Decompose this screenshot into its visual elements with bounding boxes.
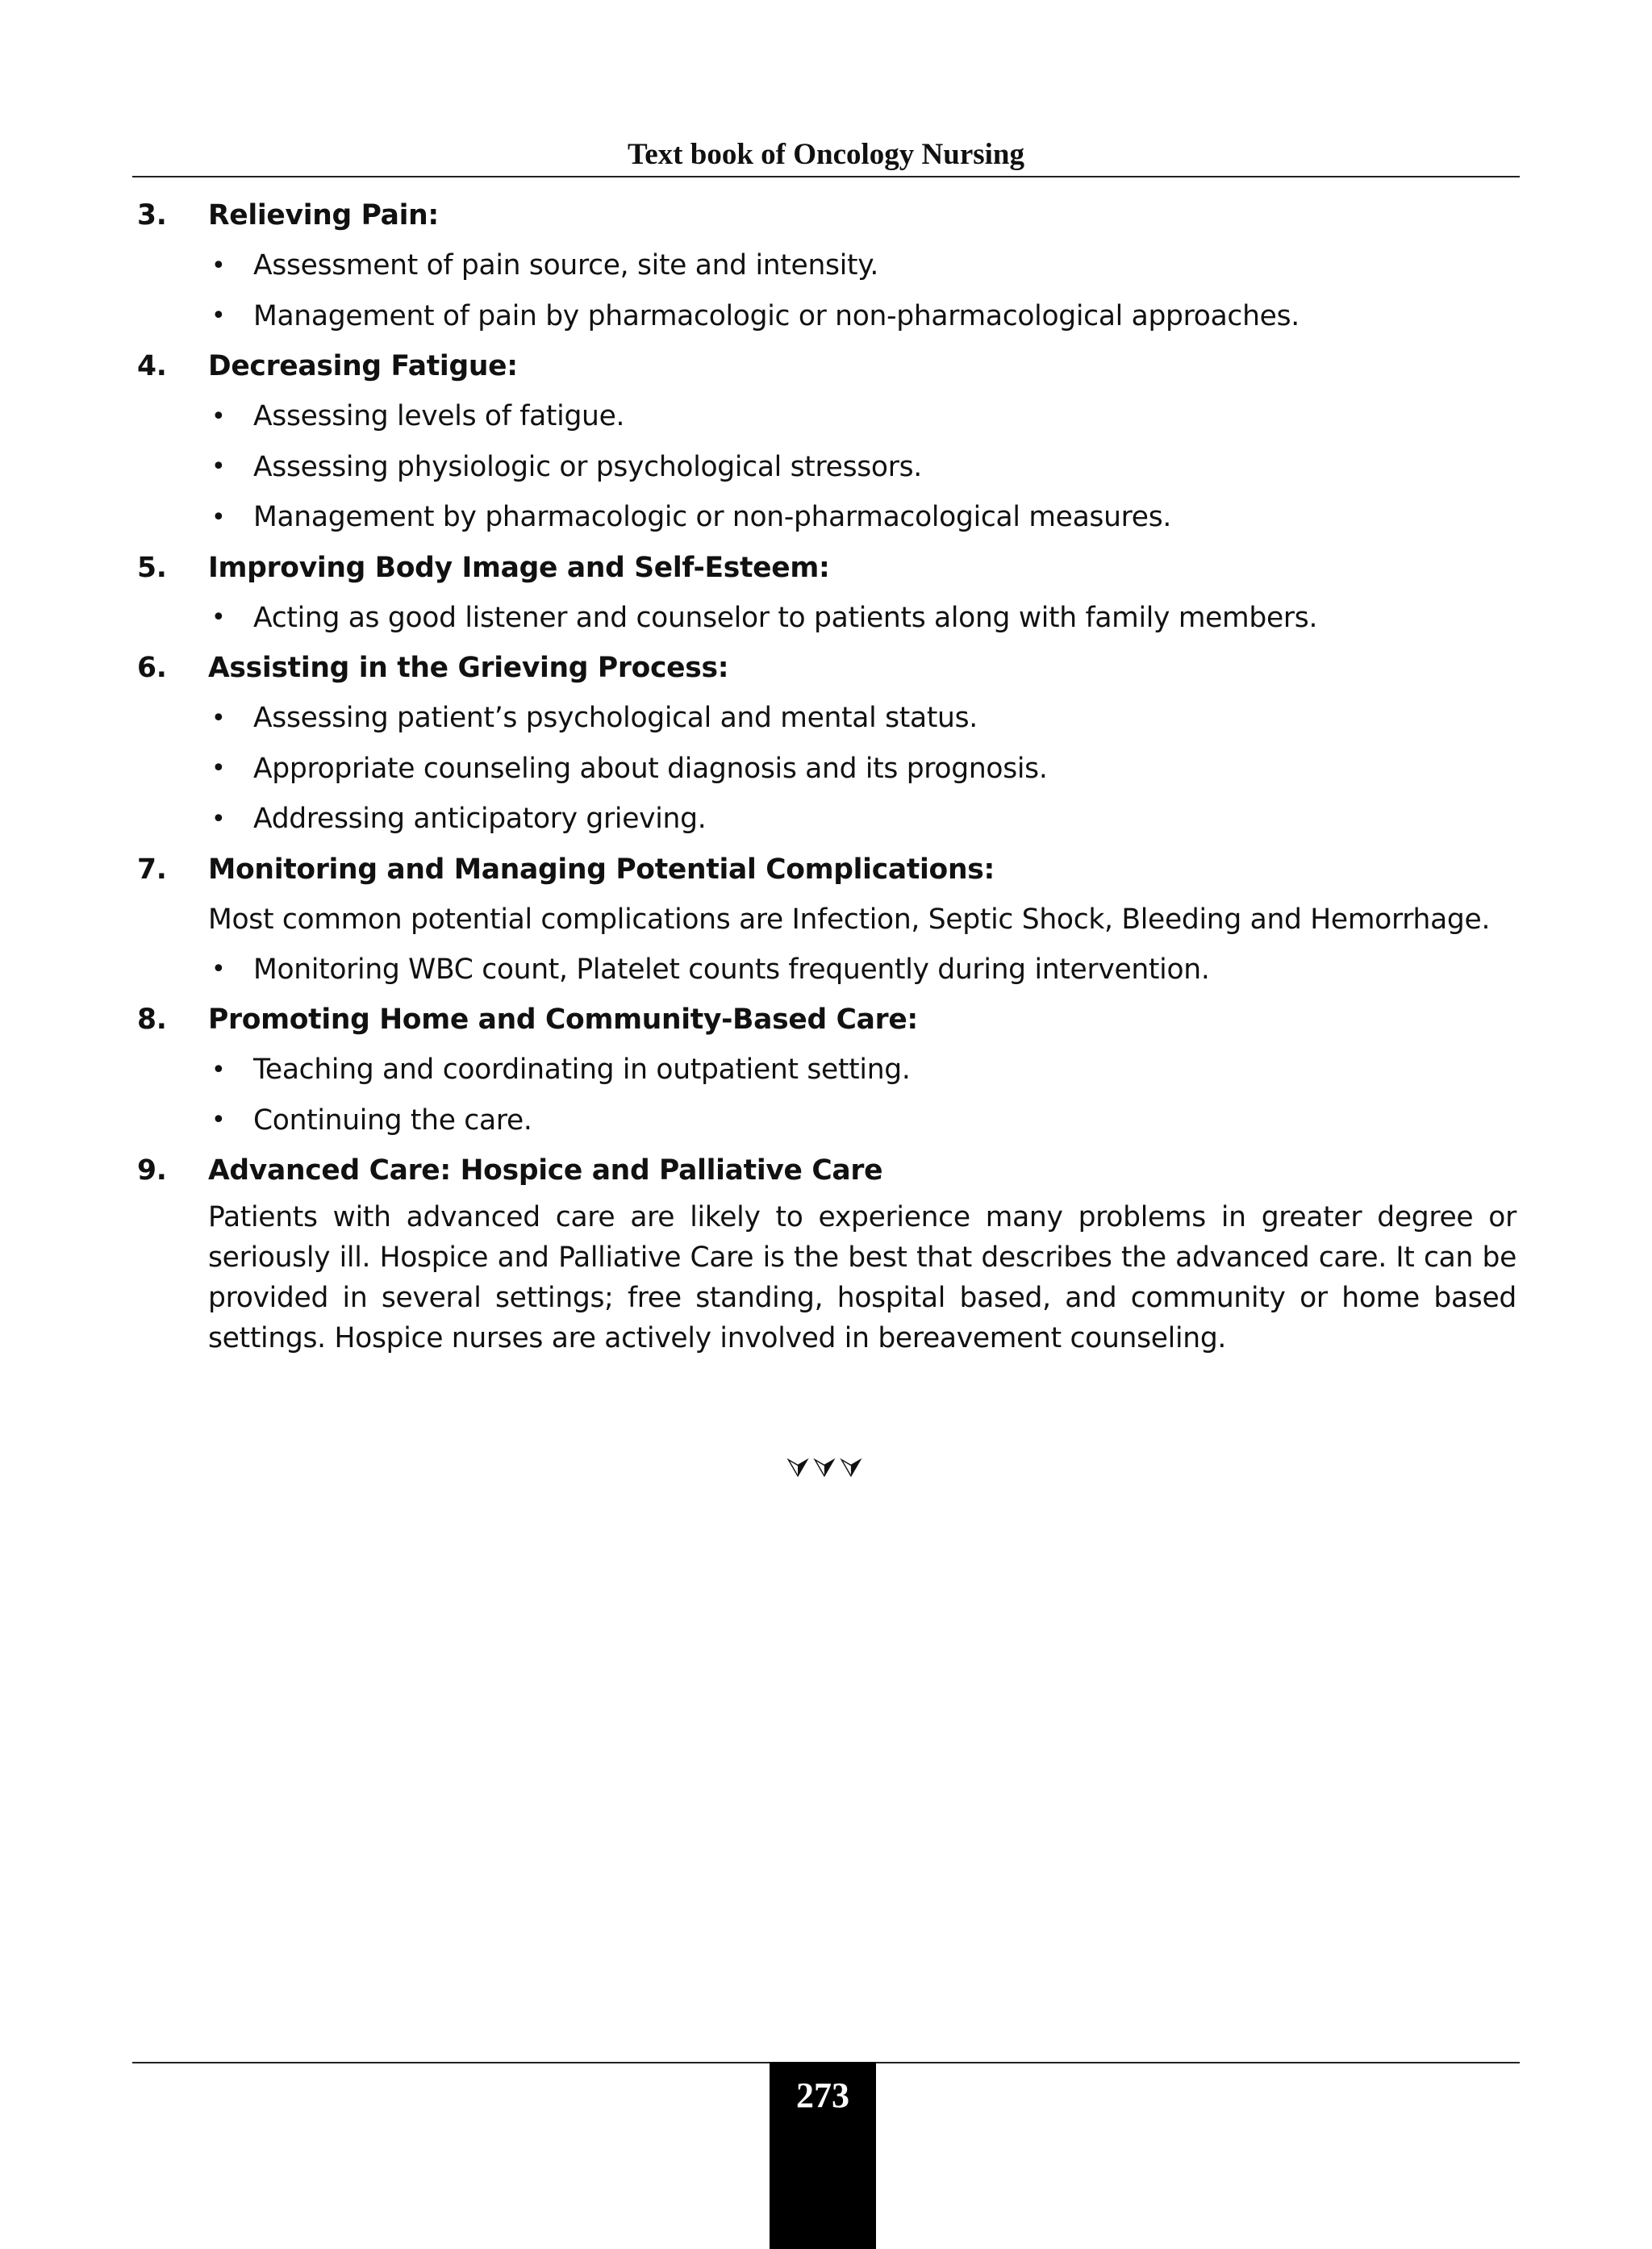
section-title: Decreasing Fatigue:	[208, 350, 518, 382]
bullet-item	[137, 240, 1516, 291]
section-title: Relieving Pain:	[208, 199, 439, 232]
bullet-item	[137, 442, 1516, 493]
section-heading	[137, 643, 1516, 693]
running-head: Text book of Oncology Nursing	[627, 138, 1025, 171]
section-paragraph: Patients with advanced care are likely to experience many problems in greater degree or seriously ill. Hospice and Palliative Care is the best that describes the advanced care. It can be provided in several settings; free standing, hospital based, and community or home based settings. Hospice nurses are actively involved in bereavement counseling.	[208, 1201, 1516, 1354]
section-home-care	[137, 995, 1516, 1145]
section-title: Monitoring and Managing Potential Complications:	[208, 853, 995, 886]
bullet-text: Assessing patient’s psychological and mental status.	[253, 702, 978, 735]
section-heading	[137, 995, 1516, 1045]
section-decreasing-fatigue	[137, 341, 1516, 543]
bullet-item	[137, 945, 1516, 995]
bullet-icon: •	[211, 302, 226, 331]
bullet-icon: •	[211, 603, 226, 632]
section-number: 3.	[137, 199, 167, 232]
bullet-text: Assessment of pain source, site and intensity.	[253, 249, 879, 282]
section-body-image	[137, 543, 1516, 644]
bullet-item	[137, 1095, 1516, 1146]
bullet-icon: •	[211, 402, 226, 431]
bullet-icon: •	[211, 955, 226, 984]
section-number: 8.	[137, 1003, 167, 1036]
bullet-icon: •	[211, 703, 226, 732]
bullet-icon: •	[211, 503, 226, 532]
bullet-text: Continuing the care.	[253, 1104, 532, 1137]
bullet-item	[137, 744, 1516, 795]
section-intro: Most common potential complications are Infection, Septic Shock, Bleeding and Hemorrhage.	[208, 903, 1491, 936]
bullet-icon: •	[211, 754, 226, 783]
section-heading	[137, 845, 1516, 895]
bullet-icon: •	[211, 1055, 226, 1084]
section-number: 7.	[137, 853, 167, 886]
page-content	[137, 190, 1516, 1358]
bullet-item	[137, 391, 1516, 442]
section-heading	[137, 190, 1516, 240]
section-number: 6.	[137, 652, 167, 684]
bullet-item	[137, 693, 1516, 744]
section-title: Assisting in the Grieving Process:	[208, 652, 729, 684]
bullet-icon: •	[211, 251, 226, 280]
bullet-text: Assessing physiologic or psychological stressors.	[253, 450, 922, 483]
section-title: Promoting Home and Community-Based Care:	[208, 1003, 918, 1036]
header-rule	[132, 176, 1520, 177]
section-number: 9.	[137, 1154, 167, 1187]
end-of-chapter-mark: ⮛⮛⮛	[786, 1452, 866, 1484]
section-heading	[137, 1145, 1516, 1195]
bullet-item	[137, 492, 1516, 543]
bullet-text: Monitoring WBC count, Platelet counts frequently during intervention.	[253, 953, 1210, 986]
bullet-item	[137, 291, 1516, 342]
section-number: 5.	[137, 551, 167, 584]
section-heading	[137, 543, 1516, 593]
section-relieving-pain	[137, 190, 1516, 341]
section-title: Advanced Care: Hospice and Palliative Care	[208, 1154, 883, 1187]
section-complications	[137, 845, 1516, 995]
page-number: 273	[796, 2076, 849, 2115]
bullet-text: Acting as good listener and counselor to patients along with family members.	[253, 601, 1318, 634]
section-number: 4.	[137, 350, 167, 382]
bullet-item	[137, 794, 1516, 845]
bullet-text: Addressing anticipatory grieving.	[253, 803, 707, 836]
bullet-text: Teaching and coordinating in outpatient setting.	[253, 1054, 911, 1087]
bullet-text: Management of pain by pharmacologic or non-pharmacological approaches.	[253, 299, 1299, 332]
bullet-text: Appropriate counseling about diagnosis and its prognosis.	[253, 752, 1048, 785]
section-grieving-process	[137, 643, 1516, 845]
bullet-text: Management by pharmacologic or non-pharmacological measures.	[253, 501, 1172, 534]
page-number-tab	[770, 2062, 876, 2249]
section-title: Improving Body Image and Self-Esteem:	[208, 551, 830, 584]
section-advanced-care	[137, 1145, 1516, 1358]
section-heading	[137, 341, 1516, 391]
bullet-text: Assessing levels of fatigue.	[253, 400, 625, 433]
bullet-icon: •	[211, 453, 226, 482]
bullet-item	[137, 1045, 1516, 1095]
bullet-icon: •	[211, 1106, 226, 1135]
bullet-item	[137, 593, 1516, 644]
bullet-icon: •	[211, 804, 226, 833]
